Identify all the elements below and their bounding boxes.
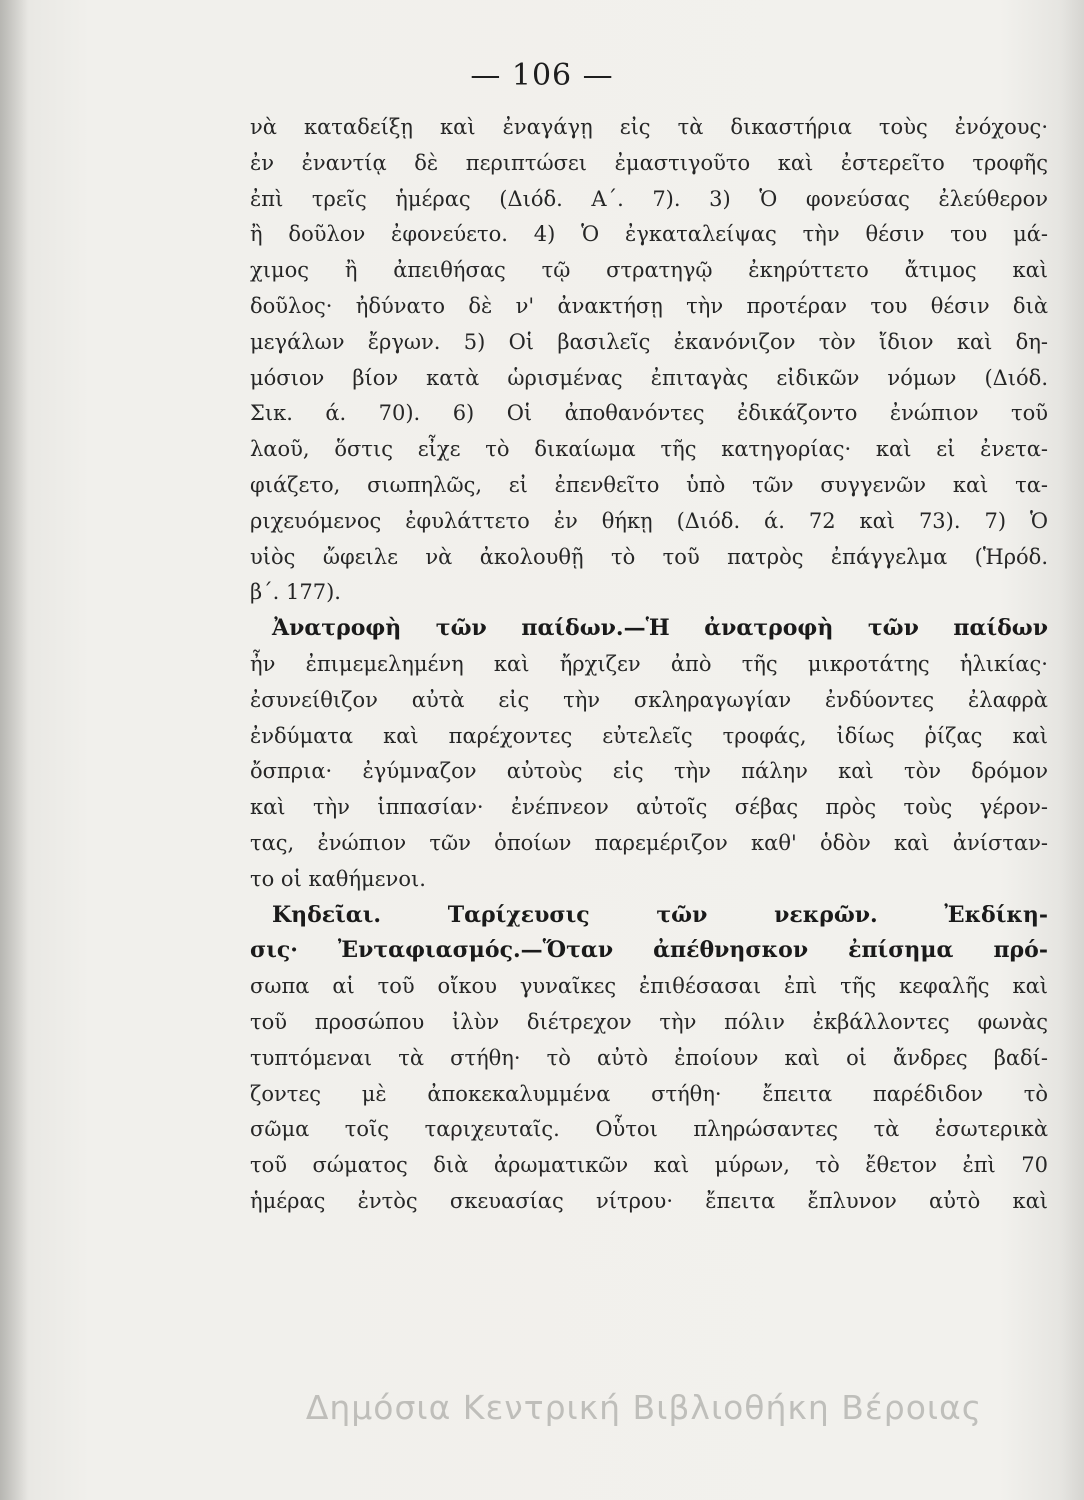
section-heading-upbringing: Ἀνατροφὴ τῶν παίδων.—Ἡ ἀνατροφὴ τῶν παίδων bbox=[272, 615, 1048, 642]
library-watermark: Δημόσια Κεντρική Βιβλιοθήκη Βέροιας bbox=[305, 1388, 983, 1427]
text-line: μόσιον βίον κατὰ ὡρισμένας ἐπιταγὰς εἰδικῶν νόμων (Διόδ. bbox=[250, 365, 1048, 390]
text-line: ἐνδύματα καὶ παρέχοντες εὐτελεῖς τροφάς, ἰδίως ῥίζας καὶ bbox=[250, 723, 1048, 748]
body-text bbox=[250, 110, 1048, 1220]
text-line: σῶμα τοῖς ταριχευταῖς. Οὗτοι πληρώσαντες τὰ ἐσωτερικὰ bbox=[250, 1117, 1048, 1142]
text-line: καὶ τὴν ἱππασίαν· ἐνέπνεον αὐτοῖς σέβας πρὸς τοὺς γέρον- bbox=[250, 795, 1048, 820]
text-line: υἱὸς ὤφειλε νὰ ἀκολουθῇ τὸ τοῦ πατρὸς ἐπάγγελμα (Ἡρόδ. bbox=[250, 544, 1048, 569]
text-line: ὄσπρια· ἐγύμναζον αὐτοὺς εἰς τὴν πάλην καὶ τὸν δρόμον bbox=[250, 759, 1048, 784]
text-line: ἐπὶ τρεῖς ἡμέρας (Διόδ. Α΄. 7). 3) Ὁ φονεύσας ἐλεύθερον bbox=[250, 186, 1048, 211]
text-line: ἡμέρας ἐντὸς σκευασίας νίτρου· ἔπειτα ἔπλυνον αὐτὸ καὶ bbox=[250, 1188, 1048, 1213]
text-line: ἐσυνείθιζον αὐτὰ εἰς τὴν σκληραγωγίαν ἐνδύοντες ἐλαφρὰ bbox=[250, 687, 1048, 712]
text-line: ριχευόμενος ἐφυλάττετο ἐν θήκῃ (Διόδ. ά. 72 καὶ 73). 7) Ὁ bbox=[250, 508, 1048, 533]
text-line: το οἱ καθήμενοι. bbox=[250, 866, 426, 891]
section-heading-funerals: Κηδεῖαι. Ταρίχευσις τῶν νεκρῶν. Ἐκδίκη- bbox=[272, 901, 1048, 928]
text-line: ζοντες μὲ ἀποκεκαλυμμένα στήθη· ἔπειτα παρέδιδον τὸ bbox=[250, 1081, 1048, 1106]
section-heading-funerals-cont: σις· Ἐνταφιασμός.—Ὅταν ἀπέθνησκον ἐπίσημα πρό- bbox=[250, 937, 1048, 964]
text-line: τας, ἐνώπιον τῶν ὁποίων παρεμέριζον καθ' ὁδὸν καὶ ἀνίσταν- bbox=[250, 830, 1048, 855]
page-number: — 106 — bbox=[470, 58, 614, 93]
text-line: μεγάλων ἔργων. 5) Οἱ βασιλεῖς ἐκανόνιζον τὸν ἴδιον καὶ δη- bbox=[250, 329, 1048, 354]
text-line: φιάζετο, σιωπηλῶς, εἰ ἐπενθεῖτο ὑπὸ τῶν συγγενῶν καὶ τα- bbox=[250, 472, 1048, 497]
text-line: χιμος ἢ ἀπειθήσας τῷ στρατηγῷ ἐκηρύττετο ἄτιμος καὶ bbox=[250, 258, 1048, 283]
text-line: νὰ καταδείξῃ καὶ ἐναγάγῃ εἰς τὰ δικαστήρια τοὺς ἐνόχους· bbox=[250, 115, 1048, 139]
text-line: δοῦλος· ἠδύνατο δὲ ν' ἀνακτήσῃ τὴν προτέραν του θέσιν διὰ bbox=[250, 293, 1048, 318]
text-line: ἦν ἐπιμεμελημένη καὶ ἤρχιζεν ἀπὸ τῆς μικροτάτης ἡλικίας· bbox=[250, 651, 1048, 676]
text-line: ἐν ἐναντίᾳ δὲ περιπτώσει ἐμαστιγοῦτο καὶ ἐστερεῖτο τροφῆς bbox=[250, 150, 1048, 175]
text-line: σωπα αἱ τοῦ οἴκου γυναῖκες ἐπιθέσασαι ἐπὶ τῆς κεφαλῆς καὶ bbox=[250, 974, 1048, 999]
text-line: β΄. 177). bbox=[250, 580, 341, 605]
text-line: ἢ δοῦλον ἐφονεύετο. 4) Ὁ ἐγκαταλείψας τὴν θέσιν του μά- bbox=[250, 222, 1048, 247]
text-line: τυπτόμεναι τὰ στήθη· τὸ αὐτὸ ἐποίουν καὶ οἱ ἄνδρες βαδί- bbox=[250, 1045, 1048, 1070]
text-line: τοῦ σώματος διὰ ἀρωματικῶν καὶ μύρων, τὸ ἔθετον ἐπὶ 70 bbox=[250, 1153, 1048, 1178]
text-line: τοῦ προσώπου ἰλὺν διέτρεχον τὴν πόλιν ἐκβάλλοντες φωνὰς bbox=[250, 1009, 1048, 1034]
text-line: λαοῦ, ὅστις εἶχε τὸ δικαίωμα τῆς κατηγορίας· καὶ εἰ ἐνετα- bbox=[250, 437, 1048, 462]
page-fold-shadow bbox=[0, 0, 28, 1500]
text-line: Σικ. ά. 70). 6) Οἱ ἀποθανόντες ἐδικάζοντο ἐνώπιον τοῦ bbox=[250, 401, 1048, 426]
